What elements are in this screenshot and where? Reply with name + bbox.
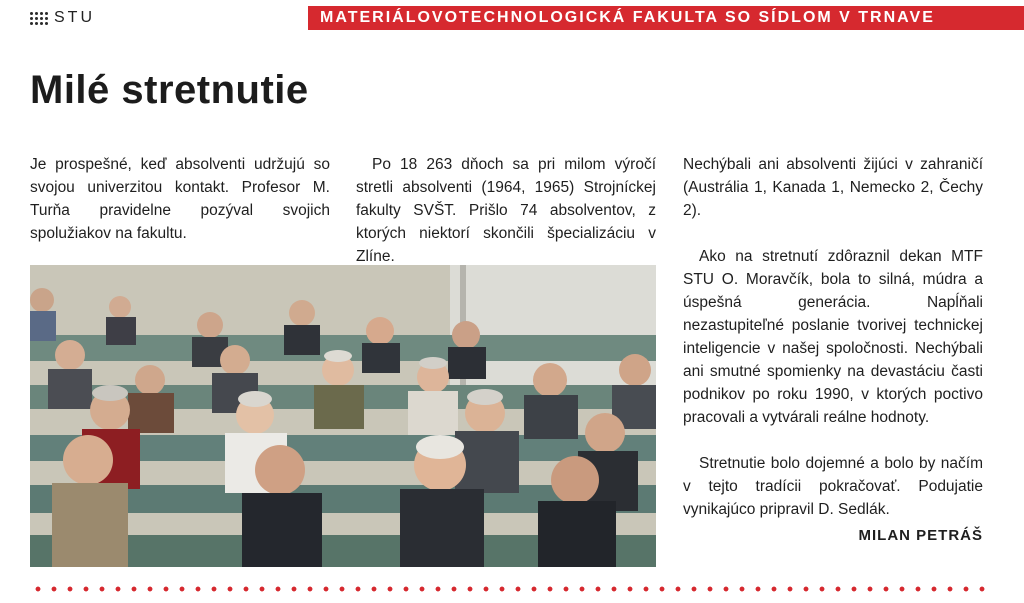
photo-illustration	[30, 265, 656, 567]
paragraph-intro: Je prospešné, keď absolventi udržujú so svojou univerzitou kontakt. Profesor M. Turňa pravidelne pozýval svojich spolužiakov na fakultu.	[30, 156, 330, 242]
photo-alumni-meeting	[30, 265, 656, 567]
decorative-dotted-line	[30, 586, 986, 592]
faculty-banner: MATERIÁLOVOTECHNOLOGICKÁ FAKULTA SO SÍDLOM V TRNAVE	[308, 6, 1024, 30]
paragraph-anniversary: Po 18 263 dňoch sa pri milom výročí stretli absolventi (1964, 1965) Strojníckej fakulty SVŠT. Prišlo 74 absolventov, z ktorých niektorí skončili špecializáciu v Zlíne.	[356, 156, 656, 265]
article-column-2	[356, 153, 656, 268]
article-author: MILAN PETRÁŠ	[858, 527, 983, 544]
logo-dots-icon	[30, 12, 48, 25]
article-column-3	[683, 153, 983, 521]
stu-logo	[30, 8, 95, 28]
logo-text: STU	[54, 9, 95, 26]
paragraph-closing: Stretnutie bolo dojemné a bolo by načím v tejto tradícii pokračovať. Podujatie vynikajúco pripravil D. Sedlák.	[683, 455, 983, 518]
article-column-1	[30, 153, 330, 245]
paragraph-abroad: Nechýbali ani absolventi žijúci v zahraničí (Austrália 1, Kanada 1, Nemecko 2, Čechy 2).	[683, 156, 983, 219]
paragraph-dean: Ako na stretnutí zdôraznil dekan MTF STU O. Moravčík, bola to silná, múdra a úspešná generácia. Napĺňali nezastupiteľné poslanie tvorivej technickej inteligencie v našej spoločnosti. Nechýbali ani smutné spomienky na devastáciu časti podnikov po roku 1990, v ktorých poctivo pracovali a vytvárali reálne hodnoty.	[683, 248, 983, 426]
article-title: Milé stretnutie	[30, 68, 309, 112]
